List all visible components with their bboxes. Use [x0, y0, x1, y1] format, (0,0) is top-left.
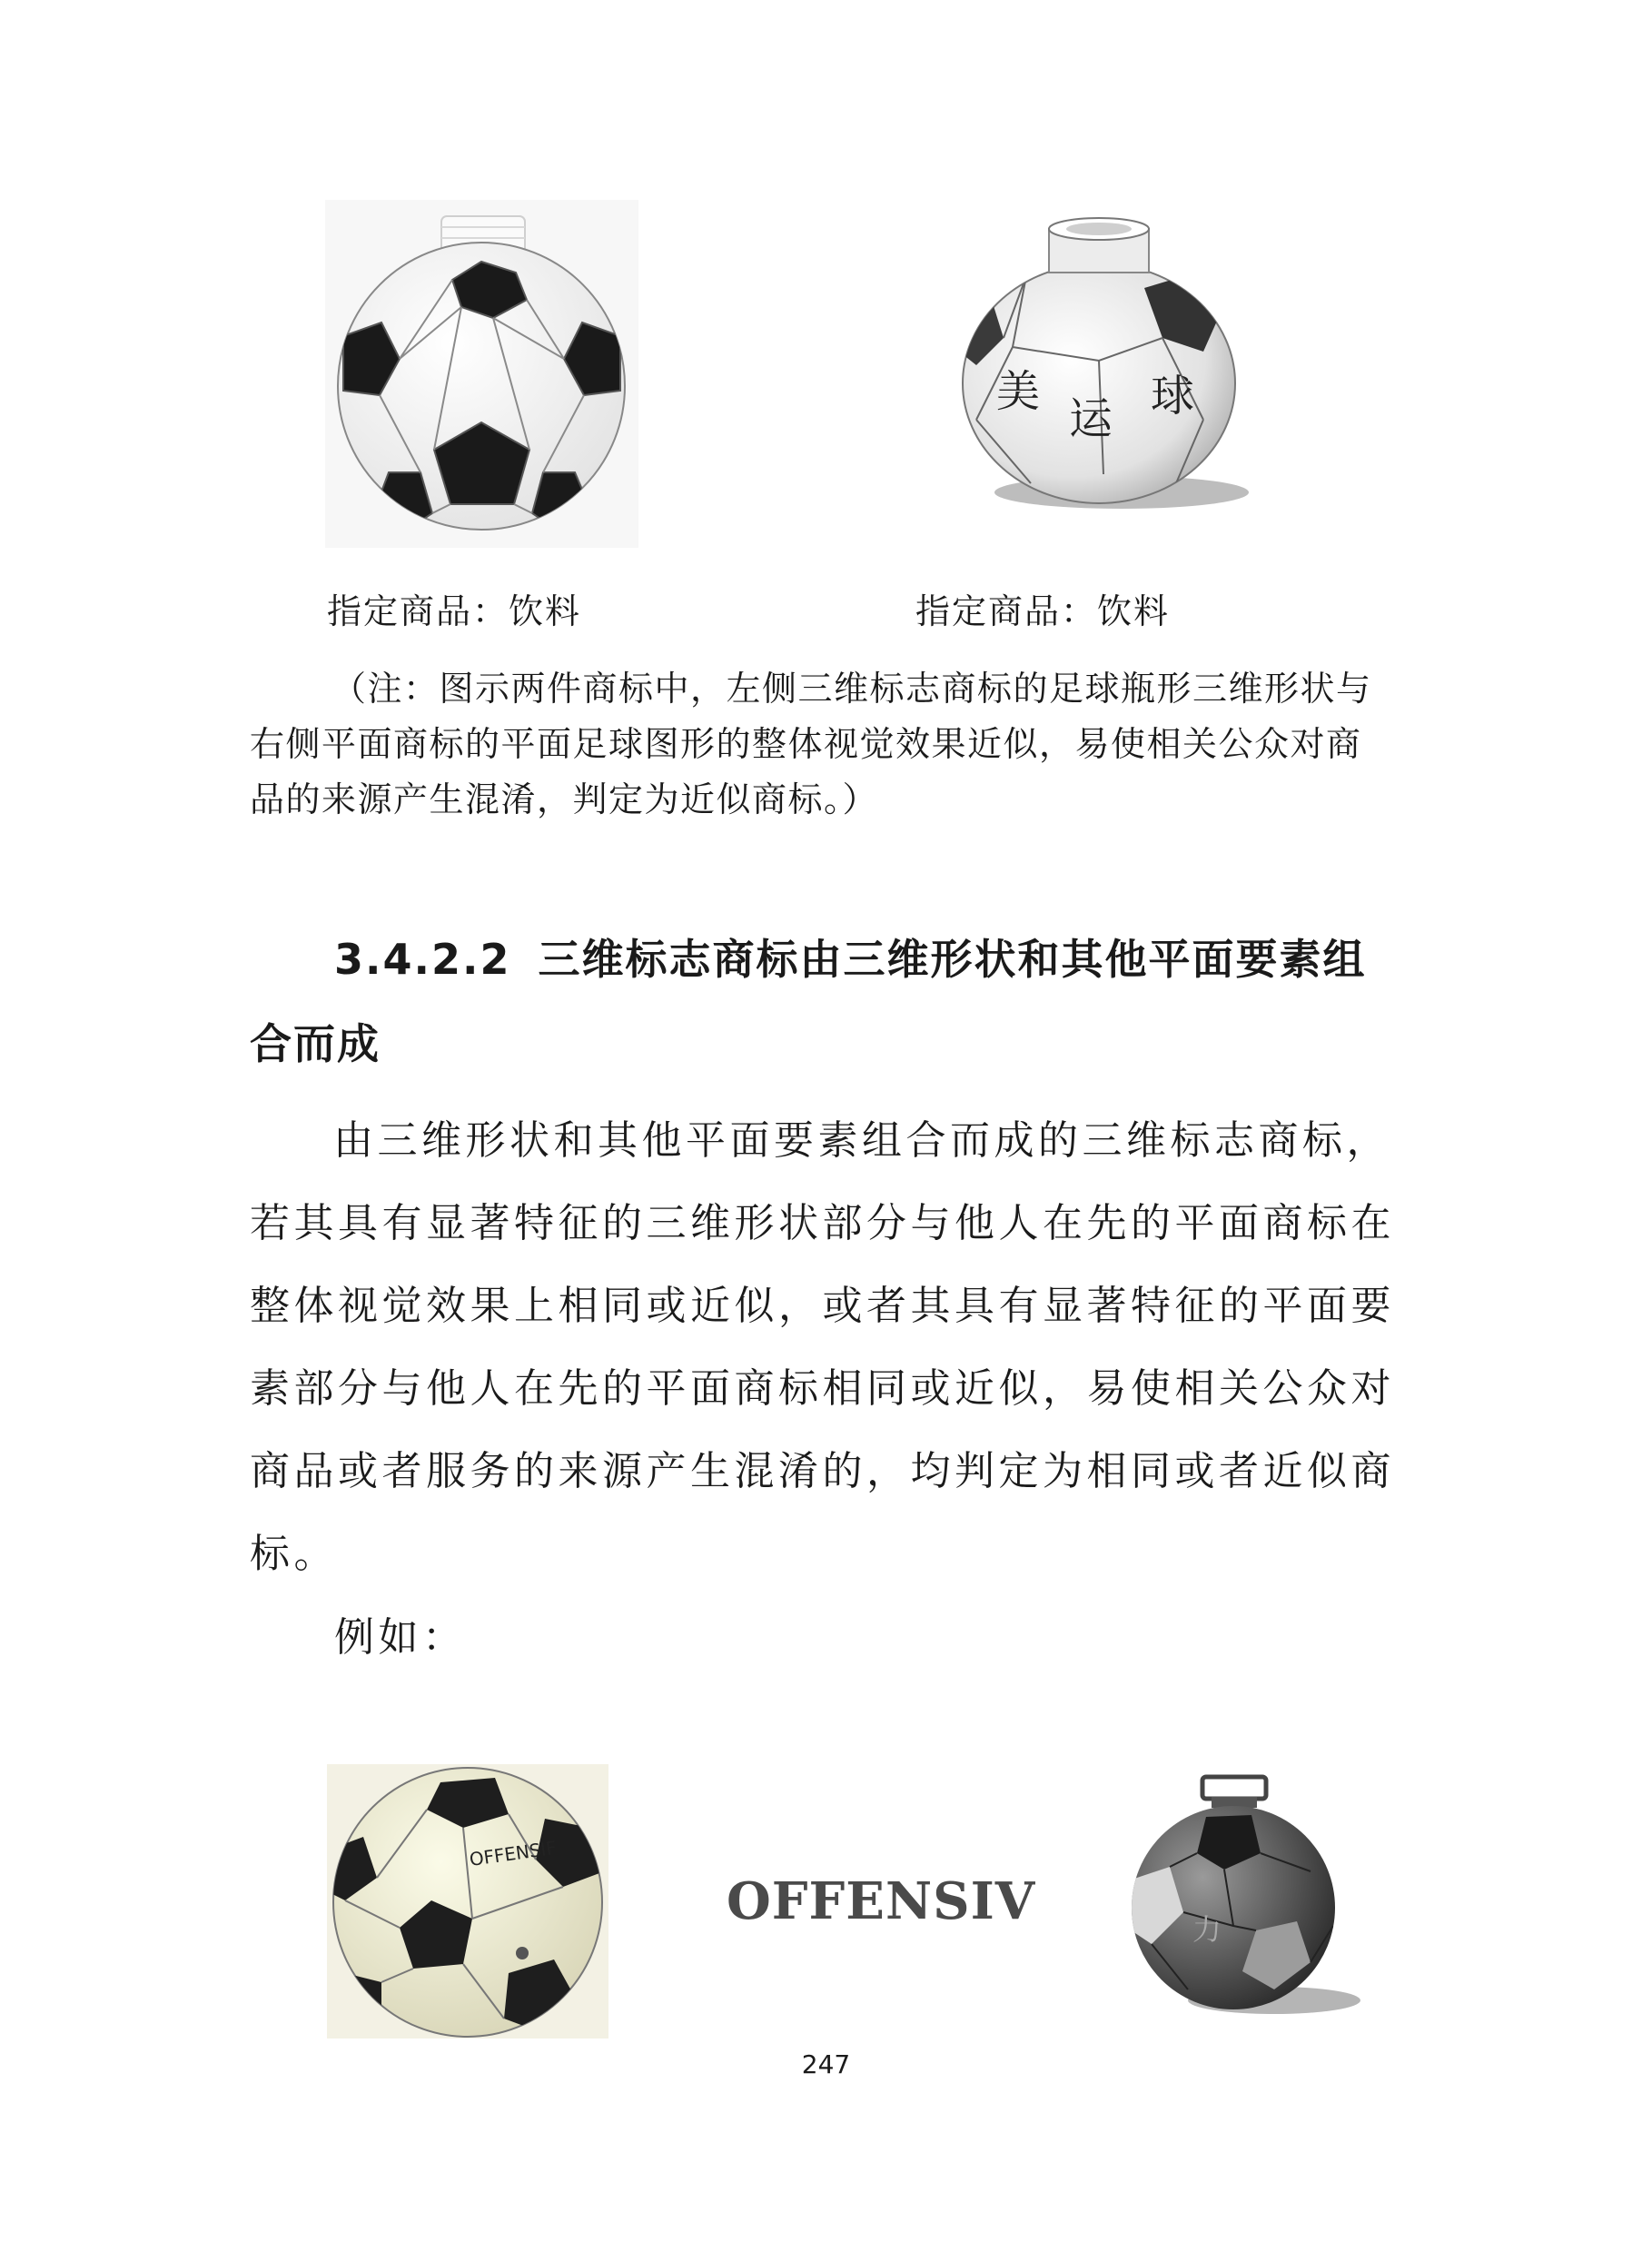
bottle-char-1: 美	[996, 366, 1041, 417]
figure-note: （注：图示两件商标中，左侧三维标志商标的足球瓶形三维形状与右侧平面商标的平面足球图形的整体视觉效果近似，易使相关公众对商品的来源产生混淆，判定为近似商标。）	[250, 669, 1372, 819]
caption-right: 指定商品：饮料	[915, 591, 1171, 631]
page-number: 247	[801, 2049, 851, 2079]
bottle-char-3: 球	[1151, 371, 1195, 422]
section-heading	[334, 927, 1366, 987]
bottle-char-2: 运	[1069, 393, 1113, 444]
example-label: 例如：	[334, 1614, 467, 1661]
figure-football-bottle-3d	[325, 200, 638, 548]
figure-ball-bottle-dark	[1115, 1771, 1370, 2017]
body-paragraph: 由三维形状和其他平面要素组合而成的三维标志商标，若其具有显著特征的三维形状部分与他人在先的平面商标在整体视觉效果上相同或近似，或者其具有显著特征的平面要素部分与他人在先的平面商标相同或近似，易使相关公众对商品或者服务的来源产生混淆的，均判定为相同或者近似商标。	[250, 1117, 1395, 1577]
caption-left: 指定商品：饮料	[327, 591, 582, 631]
bottle-dark-text: 力	[1192, 1912, 1222, 1947]
section-title-line1: 三维标志商标由三维形状和其他平面要素组	[538, 935, 1367, 984]
wordmark-offensiv: OFFENSIV	[727, 1871, 1036, 1931]
section-heading-line2: 合而成	[250, 1019, 381, 1068]
figure-football-bottle-2d	[940, 211, 1267, 511]
section-number: 3.4.2.2	[334, 935, 511, 984]
ball-text: OFFENSIF	[468, 1836, 559, 1870]
figure-offensif-ball	[327, 1764, 608, 2039]
